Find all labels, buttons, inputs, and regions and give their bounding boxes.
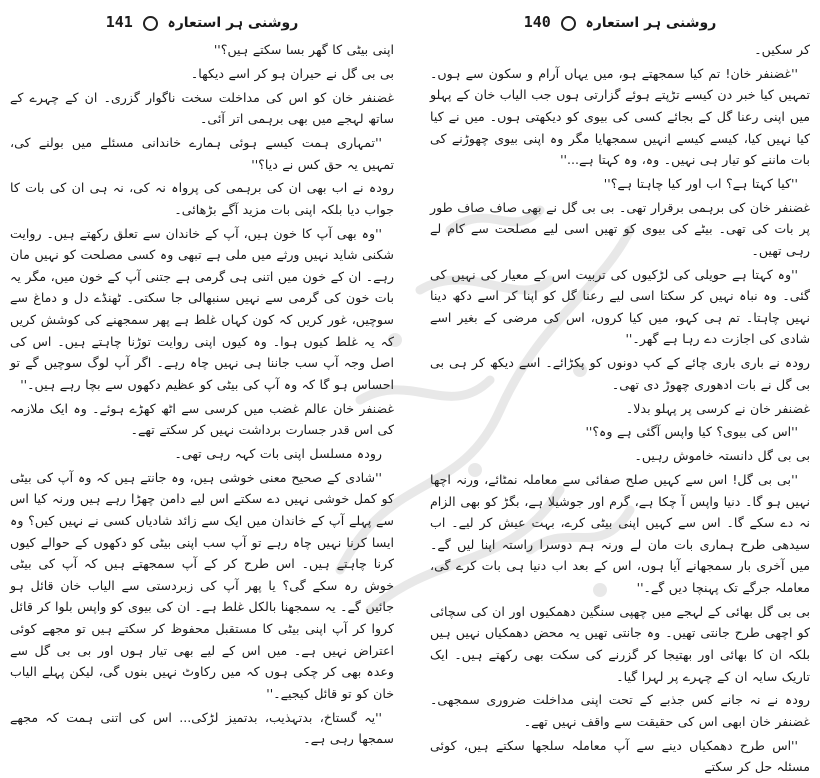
paragraph: کر سکیں۔ xyxy=(754,42,810,57)
paragraph: رودہ نے نہ جانے کس جذبے کے تحت اپنی مداخلت ضروری سمجھی۔ غضنفر خان ابھی اس کی حقیقت سے واقف نہیں تھے۔ xyxy=(430,692,810,729)
paragraph: بی بی گل نے حیران ہو کر اسے دیکھا۔ xyxy=(190,65,394,81)
paragraph: غضنفر خان کو اس کی مداخلت سخت ناگوار گزری۔ ان کے چہرے کے ساتھ لہجے میں بھی برہمی اتر آئی۔ xyxy=(10,89,394,127)
paragraph: بی بی گل بھائی کے لہجے میں چھپی سنگین دھمکیوں اور ان کی سچائی کو اچھی طرح جانتی تھیں۔ وہ جانتی تھیں یہ محض دھمکیاں نہیں ہیں بلکہ ان کا بھائی اور بھتیجا کر گزرنے کی سکت بھی رکھتے ہیں۔ ایک تاریک سایہ ان کے چہرے پر لہرا گیا۔ xyxy=(430,603,810,684)
paragraph: ''غضنفر خان! تم کیا سمجھتے ہو، میں یہاں آرام و سکون سے ہوں۔ تمہیں کیا خبر دن کیسے تڑپتے ہوئے گزارتی ہوں جب الیاب خان کے پہلو میں اپنی رعنا گل کے بجائے کسی کی بیوی کو دیکھتی ہوں۔ میں نے کیا کیا نہیں کیا، کیسے کیسے انہیں سمجھایا مگر وہ اپنی بیوی چھوڑنے کی بات ماننے کو تیار ہی نہیں۔ وہ، وہ کہتا ہے...'' xyxy=(430,65,810,168)
page-header xyxy=(10,10,394,35)
page-number: 140 xyxy=(523,13,551,31)
paragraph: غضنفر خان عالم غضب میں کرسی سے اٹھ کھڑے ہوئے۔ وہ ایک ملازمہ کی اس قدر جسارت برداشت نہیں کر سکتے تھے۔ xyxy=(10,400,394,438)
page-body xyxy=(10,39,394,750)
paragraph: ''کیا کہتا ہے؟ اب اور کیا چاہتا ہے؟'' xyxy=(603,175,798,191)
paragraph: ''تمہاری ہمت کیسے ہوئی ہمارے خاندانی مسئلے میں بولنے کی، تمہیں یہ حق کس نے دیا؟'' xyxy=(10,134,394,172)
paragraph: بی بی گل دانستہ خاموش رہیں۔ xyxy=(634,448,810,464)
paragraph: رودہ نے باری باری چائے کے کپ دونوں کو پکڑائے۔ اسے دیکھ کر ہی بی بی گل نے بات ادھوری چھوڑ دی تھی۔ xyxy=(430,355,810,392)
paragraph: غضنفر خان نے کرسی پر پہلو بدلا۔ xyxy=(625,400,810,416)
paragraph: ''یہ گستاخ، بدتہذیب، بدتمیز لڑکی... اس کی اتنی ہمت کہ مجھے سمجھا رہی ہے۔ xyxy=(10,709,394,747)
page-header xyxy=(430,10,810,35)
paragraph: غضنفر خان کی برہمی برقرار تھی۔ بی بی گل نے بھی صاف صاف طور پر بات کی تھی۔ بیٹے کی بیوی کو تھیں اسی لیے مصلحت سے کام لے رہی تھیں۔ xyxy=(430,199,810,258)
circle-ornament-icon xyxy=(143,16,158,31)
running-title: روشنی ہر استعارہ xyxy=(167,15,299,31)
page-body xyxy=(430,39,810,778)
paragraph: ''اس طرح دھمکیاں دینے سے آپ معاملہ سلجھا سکتے ہیں، کوئی مسئلہ حل کر سکتے xyxy=(430,737,810,775)
paragraph: رودہ مسلسل اپنی بات کہہ رہی تھی۔ xyxy=(174,446,382,461)
left-page xyxy=(0,0,412,756)
paragraph: ''وہ بھی آپ کا خون ہیں، آپ کے خاندان سے تعلق رکھتے ہیں۔ روایت شکنی شاید نہیں ورثے میں ملی ہے تبھی وہ کسی مصلحت کو نہیں مان رہے۔ ان کے خون میں اتنی ہی گرمی ہے جتنی آپ کے خون میں، مگر یہ بات خون کی گرمی سے نہیں سنبھالی جا سکتی۔ ٹھنڈے دل و دماغ سے سوچیں، غور کریں کہ کون کہاں غلط ہے پھر سمجھنے کی کوشش کریں کہ یہ غلط کیوں ہوا۔ وہ کیوں اپنی روایت توڑنا چاہتے ہیں۔ اس کی اصل وجہ آپ سب جاننا ہی نہیں چاہ رہے۔ اگر آپ لوگ سوچیں گے تو احساس ہو گا کہ وہ آپ کی بیٹی کو عظیم دکھوں سے بچا رہے ہیں۔'' xyxy=(10,225,394,392)
paragraph: اپنی بیٹی کا گھر بسا سکتے ہیں؟'' xyxy=(213,42,394,57)
page-number: 141 xyxy=(105,13,133,31)
running-title: روشنی ہر استعارہ xyxy=(585,15,717,31)
paragraph: رودہ نے اب بھی ان کی برہمی کی پرواہ نہ کی، نہ ہی ان کی بات کا جواب دیا بلکہ اپنی بات مزید آگے بڑھائی۔ xyxy=(10,180,394,217)
paragraph: ''اس کی بیوی؟ کیا واپس آگئی ہے وہ؟'' xyxy=(585,424,798,440)
paragraph: ''شادی کے صحیح معنی خوشی ہیں، وہ جانتے ہیں کہ وہ آپ کی بیٹی کو کمل خوشی نہیں دے سکتے اس لیے دامن چھڑا رہے ہیں ورنہ کیا اس سے پہلے آپ کے خاندان میں ایک سے زائد شادیاں کسی نے نہیں کیں؟ وہ ایسا کرنا نہیں چاہ رہے تو آپ سب اپنی بیٹی کو دکھوں کے حوالے کیوں کرنا چاہتے ہیں۔ اس طرح کر کے آپ سمجھتے ہیں کہ آپ کی بیٹی خوش رہ سکے گی؟ یا پھر آپ کی زبردستی سے الیاب خان قائل ہو جائیں گے۔ یہ سمجھنا بالکل غلط ہے۔ ان کی بیوی کو واپس بلوا کر قائل کروا کر آپ اپنی بیٹی کا مستقبل محفوظ کر سکتے ہیں تو مجھے کوئی اعتراض نہیں ہے۔ میں اس کے لیے بھی تیار ہوں اور بی بی گل سے وعدہ بھی کر چکی ہوں کہ میں رکاوٹ نہیں بنوں گی، لیکن پہلے الیاب خان کو تو قائل کیجیے۔'' xyxy=(10,469,394,701)
right-page xyxy=(412,0,820,775)
paragraph: ''وہ کہتا ہے حویلی کی لڑکیوں کی تربیت اس کے معیار کی نہیں کی گئی۔ وہ نباہ نہیں کر سکتا اسی لیے رعنا گل کو اپنا کر اسے دکھ دینا نہیں چاہتا۔ تم ہی کہو، میں کیا کروں، اس کی مرضی کے بغیر اسے شادی کی اجازت دے رہا ہے گھر۔'' xyxy=(430,266,810,347)
circle-ornament-icon xyxy=(561,16,576,31)
paragraph: ''بی بی گل! اس سے کہیں صلح صفائی سے معاملہ نمٹائے، ورنہ اچھا نہیں ہو گا۔ دنیا واپس آ چکا ہے، گرم اور جوشیلا ہے، بگڑ کو بھی الزام نہ دے سکے گا۔ اس سے کہیں اپنی بیٹی کرے، بہت عیش کر لیے۔ اب سیدھی طرح ہماری بات مان لے ورنہ ہم دوسرا راستہ اپنا لیں گے۔ میں آخری بار سمجھانے آیا ہوں، اس کے بعد اب دنیا ہی بات کرے گی، معاملہ جرگے تک پہنچا دیں گے۔'' xyxy=(430,471,810,595)
